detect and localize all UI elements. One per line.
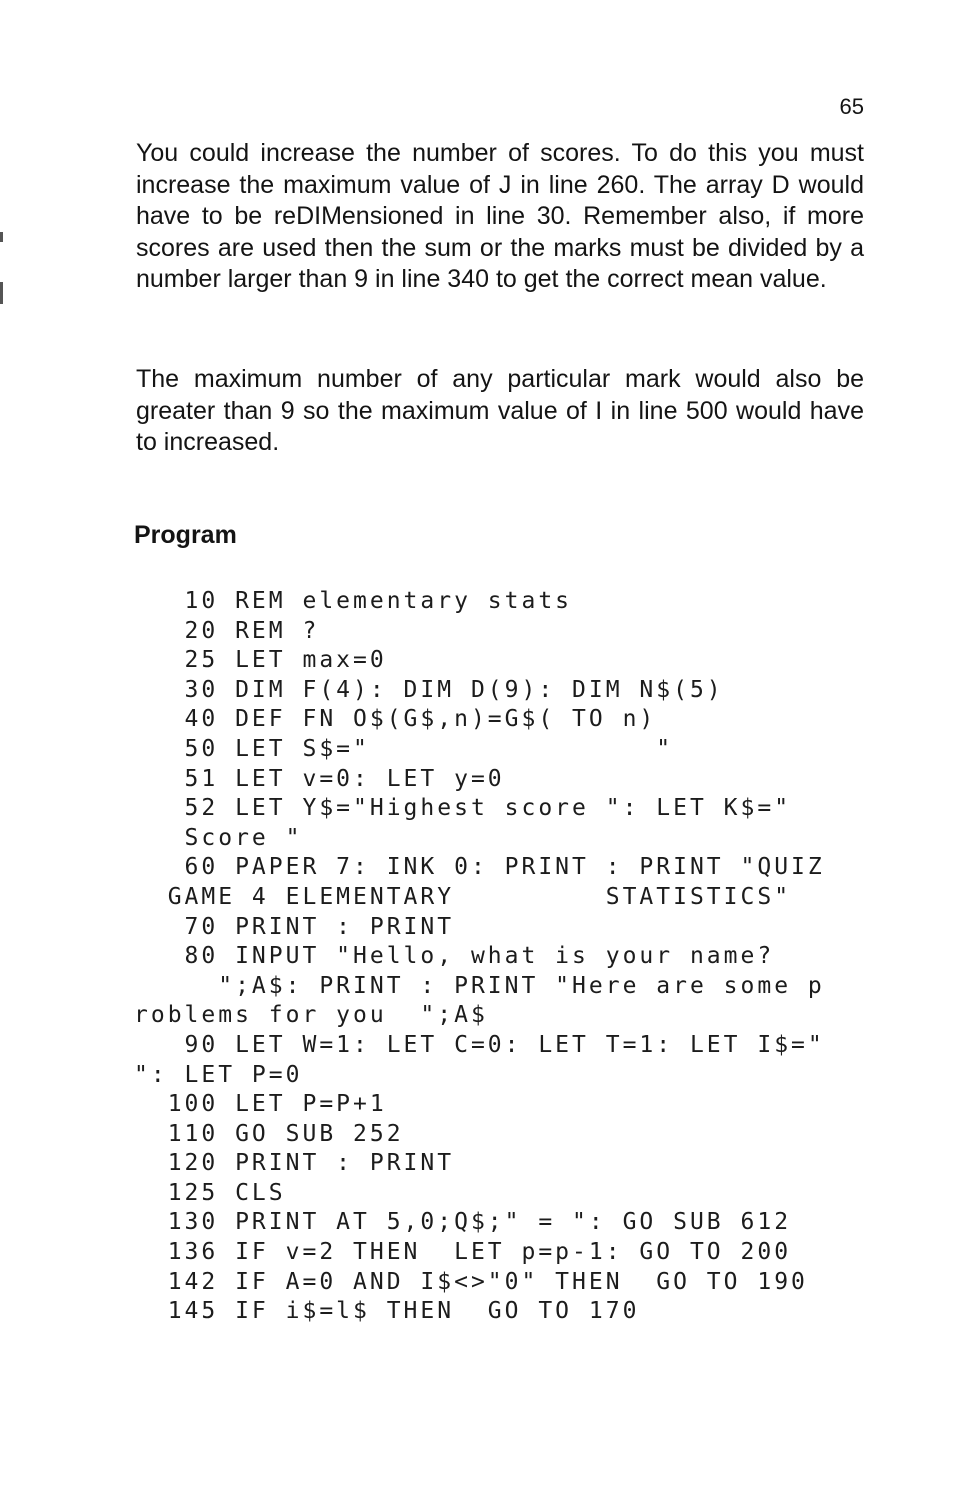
code-line: GAME 4 ELEMENTARY STATISTICS": [134, 883, 792, 910]
code-line: 142 IF A=0 AND I$<>"0" THEN GO TO 190: [134, 1268, 808, 1295]
code-line: 125 CLS: [134, 1179, 286, 1206]
code-line: 10 REM elementary stats: [134, 588, 573, 614]
code-line: 51 LET v=0: LET y=0: [134, 765, 505, 792]
code-line: 30 DIM F(4): DIM D(9): DIM N$(5): [134, 676, 724, 703]
body-paragraph: You could increase the number of scores. To do this you must increase the maximum value of J in line 260. The array D would have to be reDIMensioned in line 30. Remember also, if more scores are used then the sum or the marks must be divided by a number larger than 9 in line 340 to get the correct mean value.: [136, 139, 864, 293]
code-line: ": LET P=0: [134, 1061, 303, 1088]
code-line: 25 LET max=0: [134, 647, 387, 674]
code-line: 80 INPUT "Hello, what is your name?: [134, 943, 775, 970]
code-line: 50 LET S$=" ": [134, 735, 674, 762]
code-line: 145 IF i$=l$ THEN GO TO 170: [134, 1298, 640, 1325]
code-line: 52 LET Y$="Highest score ": LET K$=": [134, 795, 792, 822]
scan-edge-mark: [0, 232, 3, 242]
section-heading: Program: [134, 521, 237, 549]
code-line: 60 PAPER 7: INK 0: PRINT : PRINT "QUIZ: [134, 854, 825, 881]
code-line: 40 DEF FN O$(G$,n)=G$( TO n): [134, 706, 657, 733]
body-paragraph: The maximum number of any particular mark would also be greater than 9 so the maximum value of I in line 500 would have to increased.: [136, 365, 864, 456]
program-listing: [134, 587, 874, 1327]
scan-edge-mark: [0, 282, 3, 304]
page-number: 65: [839, 94, 864, 119]
code-line: 110 GO SUB 252: [134, 1120, 404, 1147]
code-line: 70 PRINT : PRINT: [134, 913, 455, 940]
code-line: 90 LET W=1: LET C=0: LET T=1: LET I$=": [134, 1031, 825, 1058]
code-line: 20 REM ?: [134, 617, 320, 644]
code-line: 100 LET P=P+1: [134, 1091, 387, 1118]
code-line: Score ": [134, 824, 303, 851]
code-line: roblems for you ";A$: [134, 1002, 488, 1029]
code-line: 136 IF v=2 THEN LET p=p-1: GO TO 200: [134, 1239, 792, 1266]
code-line: ";A$: PRINT : PRINT "Here are some p: [134, 972, 825, 999]
code-line: 130 PRINT AT 5,0;Q$;" = ": GO SUB 612: [134, 1209, 792, 1236]
code-line: 120 PRINT : PRINT: [134, 1150, 455, 1177]
